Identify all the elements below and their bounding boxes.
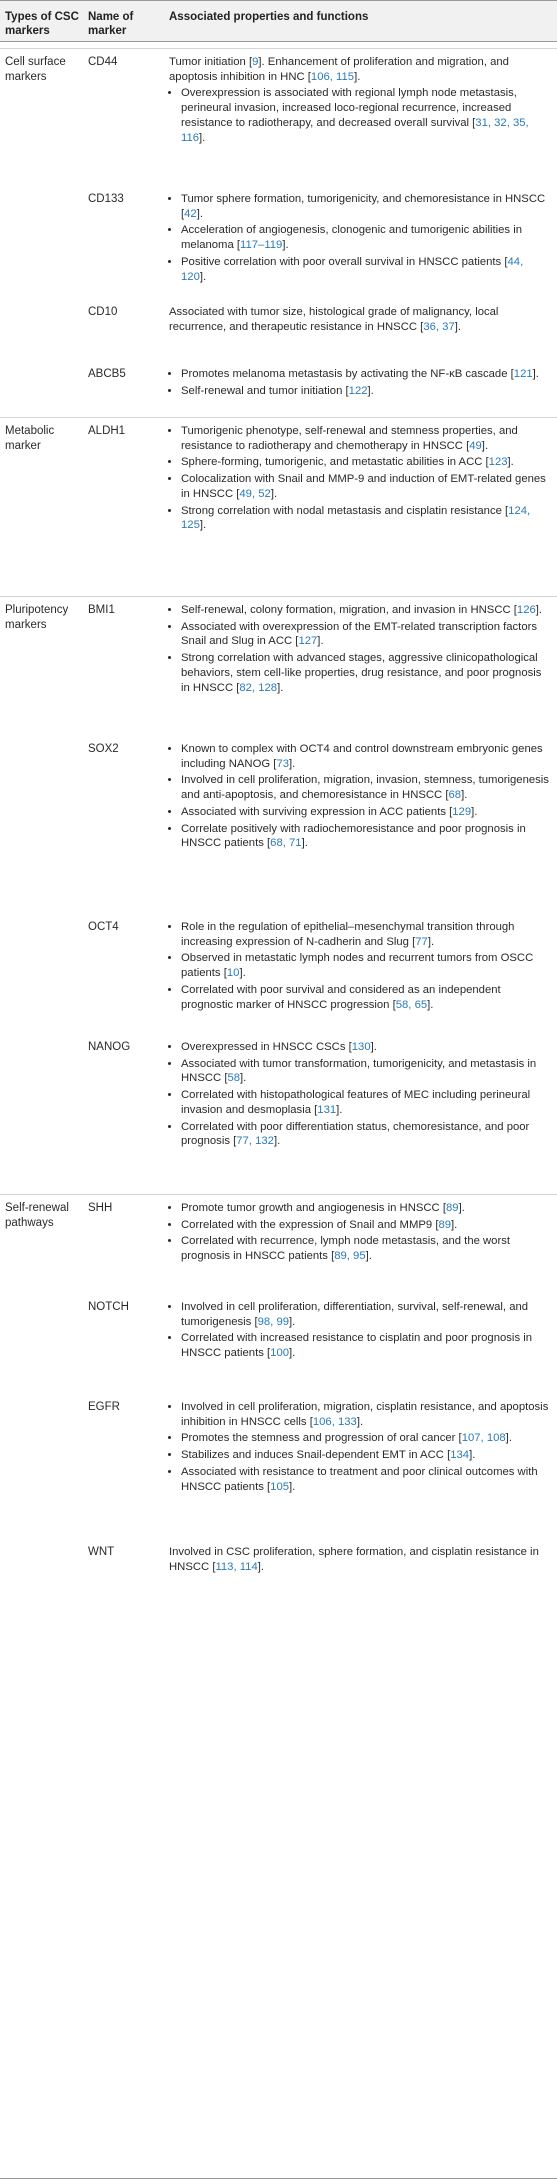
property-list [169, 1400, 549, 1494]
property-bullet: • Involved in cell proliferation, migration, invasion, stemness, tumorigenesis and anti-apoptosis, and chemoresistance in HNSCC [68]. [181, 773, 549, 802]
citation-ref[interactable]: 10 [226, 967, 240, 980]
citation-ref[interactable]: 106, 115 [310, 70, 355, 83]
property-bullet: • Promotes melanoma metastasis by activating the NF-κB cascade [121]. [181, 367, 549, 382]
citation-ref[interactable]: 77 [415, 935, 428, 948]
property-bullet: • Correlated with increased resistance to cisplatin and poor prognosis in HNSCC patients [100]. [181, 1331, 549, 1360]
property-bullet: • Correlated with poor differentiation status, chemoresistance, and poor prognosis [77, 132]. [181, 1120, 549, 1149]
citation-ref[interactable]: 117–119 [240, 239, 283, 252]
property-bullet: • Tumor sphere formation, tumorigenicity, and chemoresistance in HNSCC [42]. [181, 192, 549, 221]
property-list [169, 192, 549, 284]
marker-properties [169, 742, 549, 853]
citation-ref[interactable]: 106, 133 [312, 1415, 357, 1428]
marker-properties [169, 920, 549, 1014]
citation-ref[interactable]: 122 [348, 384, 368, 397]
citation-ref[interactable]: 49 [469, 439, 482, 452]
citation-ref[interactable]: 131 [317, 1103, 337, 1116]
marker-properties [169, 305, 549, 336]
citation-ref[interactable]: 124, 125 [181, 504, 531, 532]
property-list [169, 1201, 549, 1264]
marker-properties [169, 424, 549, 535]
marker-type: Pluripotency markers [5, 604, 69, 631]
marker-name: EGFR [88, 1401, 120, 1413]
property-bullet: • Tumorigenic phenotype, self-renewal and stemness properties, and resistance to radiotherapy and chemotherapy in HNSCC [49]. [181, 424, 549, 453]
citation-ref[interactable]: 36, 37 [423, 320, 455, 333]
citation-ref[interactable]: 121 [513, 368, 533, 380]
marker-properties [169, 1400, 549, 1496]
citation-ref[interactable]: 82, 128 [239, 681, 278, 694]
header-types: Types of CSC markers [5, 11, 79, 37]
property-bullet: • Correlated with histopathological features of MEC including perineural invasion and desmoplasia [131]. [181, 1088, 549, 1117]
property-bullet: • Promote tumor growth and angiogenesis in HNSCC [89]. [181, 1201, 549, 1216]
marker-properties [169, 603, 549, 697]
marker-name: CD44 [88, 56, 118, 68]
marker-name: BMI1 [88, 604, 115, 616]
table-row [0, 417, 557, 532]
marker-type: Metabolic marker [5, 425, 55, 452]
property-bullet: • Involved in cell proliferation, migration, cisplatin resistance, and apoptosis inhibition in HNSCC cells [106, 133]. [181, 1400, 549, 1429]
property-bullet: • Strong correlation with nodal metastasis and cisplatin resistance [124, 125]. [181, 504, 549, 533]
property-bullet: • Stabilizes and induces Snail-dependent EMT in ACC [134]. [181, 1448, 549, 1463]
property-list [169, 1040, 549, 1149]
property-text: Associated with tumor size, histological grade of malignancy, local recurrence, and therapeutic resistance in HNSCC [36, 37]. [169, 306, 499, 333]
property-bullet: • Overexpressed in HNSCC CSCs [130]. [181, 1040, 549, 1055]
citation-ref[interactable]: 89 [438, 1218, 452, 1231]
citation-ref[interactable]: 9 [252, 56, 259, 68]
marker-name: NANOG [88, 1041, 131, 1053]
property-bullet: • Self-renewal, colony formation, migration, and invasion in HNSCC [126]. [181, 603, 549, 618]
marker-properties [169, 1300, 549, 1363]
property-bullet: • Associated with surviving expression in ACC patients [129]. [181, 805, 549, 820]
citation-ref[interactable]: 58 [227, 1072, 241, 1085]
citation-ref[interactable]: 68 [448, 789, 462, 802]
marker-name: WNT [88, 1546, 115, 1558]
marker-name: OCT4 [88, 921, 119, 933]
property-bullet: • Observed in metastatic lymph nodes and recurrent tumors from OSCC patients [10]. [181, 951, 549, 980]
header-name: Name of marker [88, 11, 134, 37]
marker-properties [169, 1040, 549, 1151]
marker-name: SOX2 [88, 743, 119, 755]
property-bullet: • Promotes the stemness and progression of oral cancer [107, 108]. [181, 1431, 549, 1446]
citation-ref[interactable]: 89, 95 [334, 1250, 366, 1263]
property-text: Tumor initiation [9]. Enhancement of proliferation and migration, and apoptosis inhibition in HNC [106, 115]. [169, 56, 509, 83]
marker-name: ABCB5 [88, 368, 126, 380]
table-header [0, 0, 557, 42]
property-bullet: • Correlated with poor survival and considered as an independent prognostic marker of HNSCC progression [58, 65]. [181, 983, 549, 1012]
property-list [169, 367, 549, 398]
marker-name: CD133 [88, 193, 124, 205]
citation-ref[interactable]: 73 [276, 757, 290, 770]
citation-ref[interactable]: 31, 32, 35, 116 [181, 116, 529, 144]
marker-properties [169, 192, 549, 286]
table-row [0, 1194, 557, 1263]
marker-properties [169, 1545, 549, 1576]
property-bullet: • Correlated with recurrence, lymph node metastasis, and the worst prognosis in HNSCC patients [89, 95]. [181, 1234, 549, 1263]
property-bullet: • Involved in cell proliferation, differentiation, survival, self-renewal, and tumorigenesis [98, 99]. [181, 1300, 549, 1329]
property-list [169, 424, 549, 533]
property-bullet: • Correlate positively with radiochemoresistance and poor prognosis in HNSCC patients [68, 71]. [181, 822, 549, 851]
citation-ref[interactable]: 77, 132 [236, 1135, 274, 1148]
property-list [169, 1300, 549, 1361]
header-properties: Associated properties and functions [169, 11, 369, 23]
property-bullet: • Sphere-forming, tumorigenic, and metastatic abilities in ACC [123]. [181, 455, 549, 470]
property-bullet: • Known to complex with OCT4 and control downstream embryonic genes including NANOG [73]. [181, 742, 549, 771]
citation-ref[interactable]: 129 [452, 805, 472, 818]
marker-name: SHH [88, 1202, 113, 1214]
property-bullet: • Role in the regulation of epithelial–mesenchymal transition through increasing expression of N-cadherin and Slug [77]. [181, 920, 549, 949]
property-list [169, 603, 549, 695]
citation-ref[interactable]: 44, 120 [181, 255, 524, 283]
property-bullet: • Associated with overexpression of the EMT-related transcription factors Snail and Slug in ACC [127]. [181, 620, 549, 649]
property-bullet: • Colocalization with Snail and MMP-9 and induction of EMT-related genes in HNSCC [49, 52]. [181, 472, 549, 501]
citation-ref[interactable]: 130 [351, 1041, 371, 1053]
property-bullet: • Self-renewal and tumor initiation [122]. [181, 384, 549, 399]
citation-ref[interactable]: 127 [298, 635, 318, 648]
property-bullet: • Strong correlation with advanced stages, aggressive clinicopathological behaviors, stem cell-like properties, drug resistance, and poor prognosis in HNSCC [82, 128]. [181, 651, 549, 695]
property-bullet: • Acceleration of angiogenesis, clonogenic and tumorigenic abilities in melanoma [117–119]. [181, 223, 549, 252]
marker-properties [169, 367, 549, 400]
property-bullet: • Associated with tumor transformation, tumorigenicity, and metastasis in HNSCC [58]. [181, 1057, 549, 1086]
citation-ref[interactable]: 100 [270, 1347, 290, 1360]
marker-name: CD10 [88, 306, 118, 318]
citation-ref[interactable]: 113, 114 [215, 1560, 258, 1573]
citation-ref[interactable]: 105 [270, 1480, 290, 1493]
citation-ref[interactable]: 107, 108 [461, 1432, 506, 1445]
property-bullet: • Positive correlation with poor overall survival in HNSCC patients [44, 120]. [181, 255, 549, 284]
marker-name: NOTCH [88, 1301, 129, 1313]
marker-type: Self-renewal pathways [5, 1202, 69, 1229]
marker-properties [169, 1201, 549, 1266]
citation-ref[interactable]: 58, 65 [395, 998, 428, 1011]
citation-ref[interactable]: 123 [488, 456, 508, 469]
marker-properties [169, 55, 549, 147]
property-text: Involved in CSC proliferation, sphere formation, and cisplatin resistance in HNSCC [113, 114]. [169, 1546, 539, 1573]
property-list [169, 920, 549, 1012]
citation-ref[interactable]: 68, 71 [270, 837, 302, 850]
citation-ref[interactable]: 89 [445, 1202, 459, 1214]
property-bullet: • Overexpression is associated with regional lymph node metastasis, perineural invasion, increased loco-regional recurrence, increased resistance to radiotherapy, and decreased overall survival [31, 32, 35, 116]. [181, 86, 549, 145]
table-row [0, 48, 557, 144]
citation-ref[interactable]: 49, 52 [239, 487, 271, 500]
citation-ref[interactable]: 42 [184, 207, 197, 220]
citation-ref[interactable]: 134 [450, 1449, 470, 1462]
property-list [169, 86, 549, 145]
citation-ref[interactable]: 98, 99 [257, 1315, 290, 1328]
marker-type: Cell surface markers [5, 56, 66, 83]
marker-name: ALDH1 [88, 425, 126, 437]
table-row [0, 596, 557, 694]
property-bullet: • Associated with resistance to treatment and poor clinical outcomes with HNSCC patients [105]. [181, 1465, 549, 1494]
property-list [169, 742, 549, 851]
citation-ref[interactable]: 126 [516, 604, 536, 616]
property-bullet: • Correlated with the expression of Snail and MMP9 [89]. [181, 1218, 549, 1233]
